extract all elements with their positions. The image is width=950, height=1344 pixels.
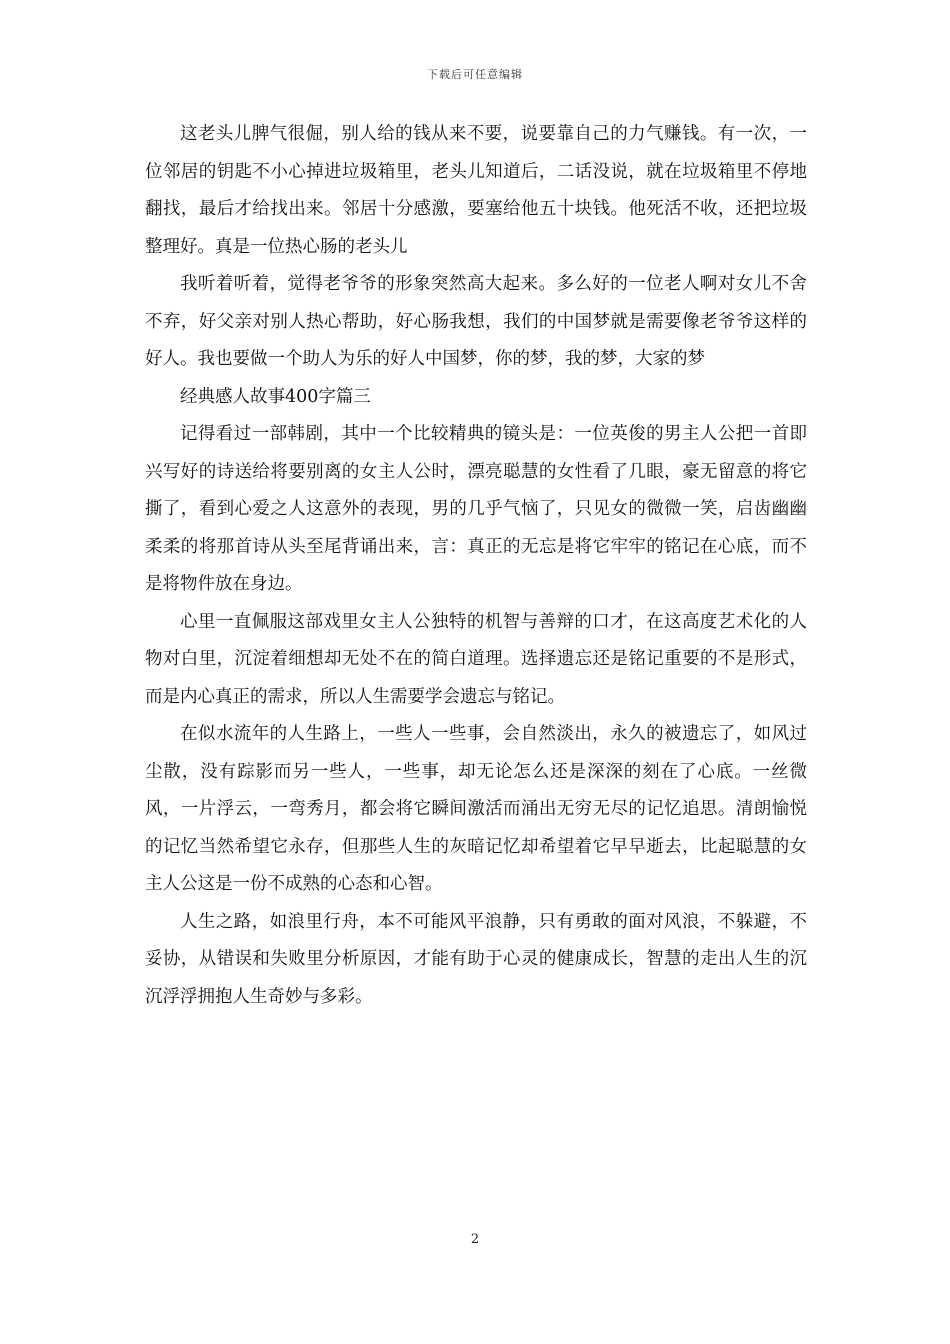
paragraph-1: 这老头儿脾气很倔，别人给的钱从来不要，说要靠自己的力气赚钱。有一次，一位邻居的钥匙不小心掉进垃圾箱里，老头儿知道后，二话没说，就在垃圾箱里不停地翻找，最后才给找出来。邻居十分感激，要塞给他五十块钱。他死活不收，还把垃圾整理好。真是一位热心肠的老头儿 (145, 124, 807, 257)
paragraph-6: 人生之路，如浪里行舟，本不可能风平浪静，只有勇敢的面对风浪，不躲避，不妥协，从错误和失败里分析原因，才能有助于心灵的健康成长，智慧的走出人生的沉沉浮浮拥抱人生奇妙与多彩。 (145, 911, 807, 1007)
paragraph-5: 在似水流年的人生路上，一些人一些事，会自然淡出，永久的被遗忘了，如风过尘散，没有踪影而另一些人，一些事，却无论怎么还是深深的刻在了心底。一丝微风，一片浮云，一弯秀月，都会将它瞬间激活而涌出无穷无尽的记忆追思。清朗愉悦的记忆当然希望它永存，但那些人生的灰暗记忆却希望着它早早逝去，比起聪慧的女主人公这是一份不成熟的心态和心智。 (145, 724, 807, 894)
paragraph-3: 记得看过一部韩剧，其中一个比较精典的镜头是：一位英俊的男主人公把一首即兴写好的诗送给将要别离的女主人公时，漂亮聪慧的女性看了几眼，豪无留意的将它撕了，看到心爱之人这意外的表现，男的几乎气恼了，只见女的微微一笑，启齿幽幽柔柔的将那首诗从头至尾背诵出来，言：真正的无忘是将它牢牢的铭记在心底，而不是将物件放在身边。 (145, 424, 807, 594)
document-body (145, 116, 807, 1016)
page-header: 下载后可任意编辑 (427, 68, 523, 81)
section-heading: 经典感人故事400字篇三 (180, 386, 371, 407)
page-number: 2 (470, 1232, 480, 1247)
paragraph-2: 我听着听着，觉得老爷爷的形象突然高大起来。多么好的一位老人啊对女儿不舍不弃，好父亲对别人热心帮助，好心肠我想，我们的中国梦就是需要像老爷爷这样的好人。我也要做一个助人为乐的好人中国梦，你的梦，我的梦，大家的梦 (145, 274, 807, 369)
paragraph-4: 心里一直佩服这部戏里女主人公独特的机智与善辩的口才，在这高度艺术化的人物对白里，沉淀着细想却无处不在的简白道理。选择遗忘还是铭记重要的不是形式，而是内心真正的需求，所以人生需要学会遗忘与铭记。 (145, 611, 807, 707)
